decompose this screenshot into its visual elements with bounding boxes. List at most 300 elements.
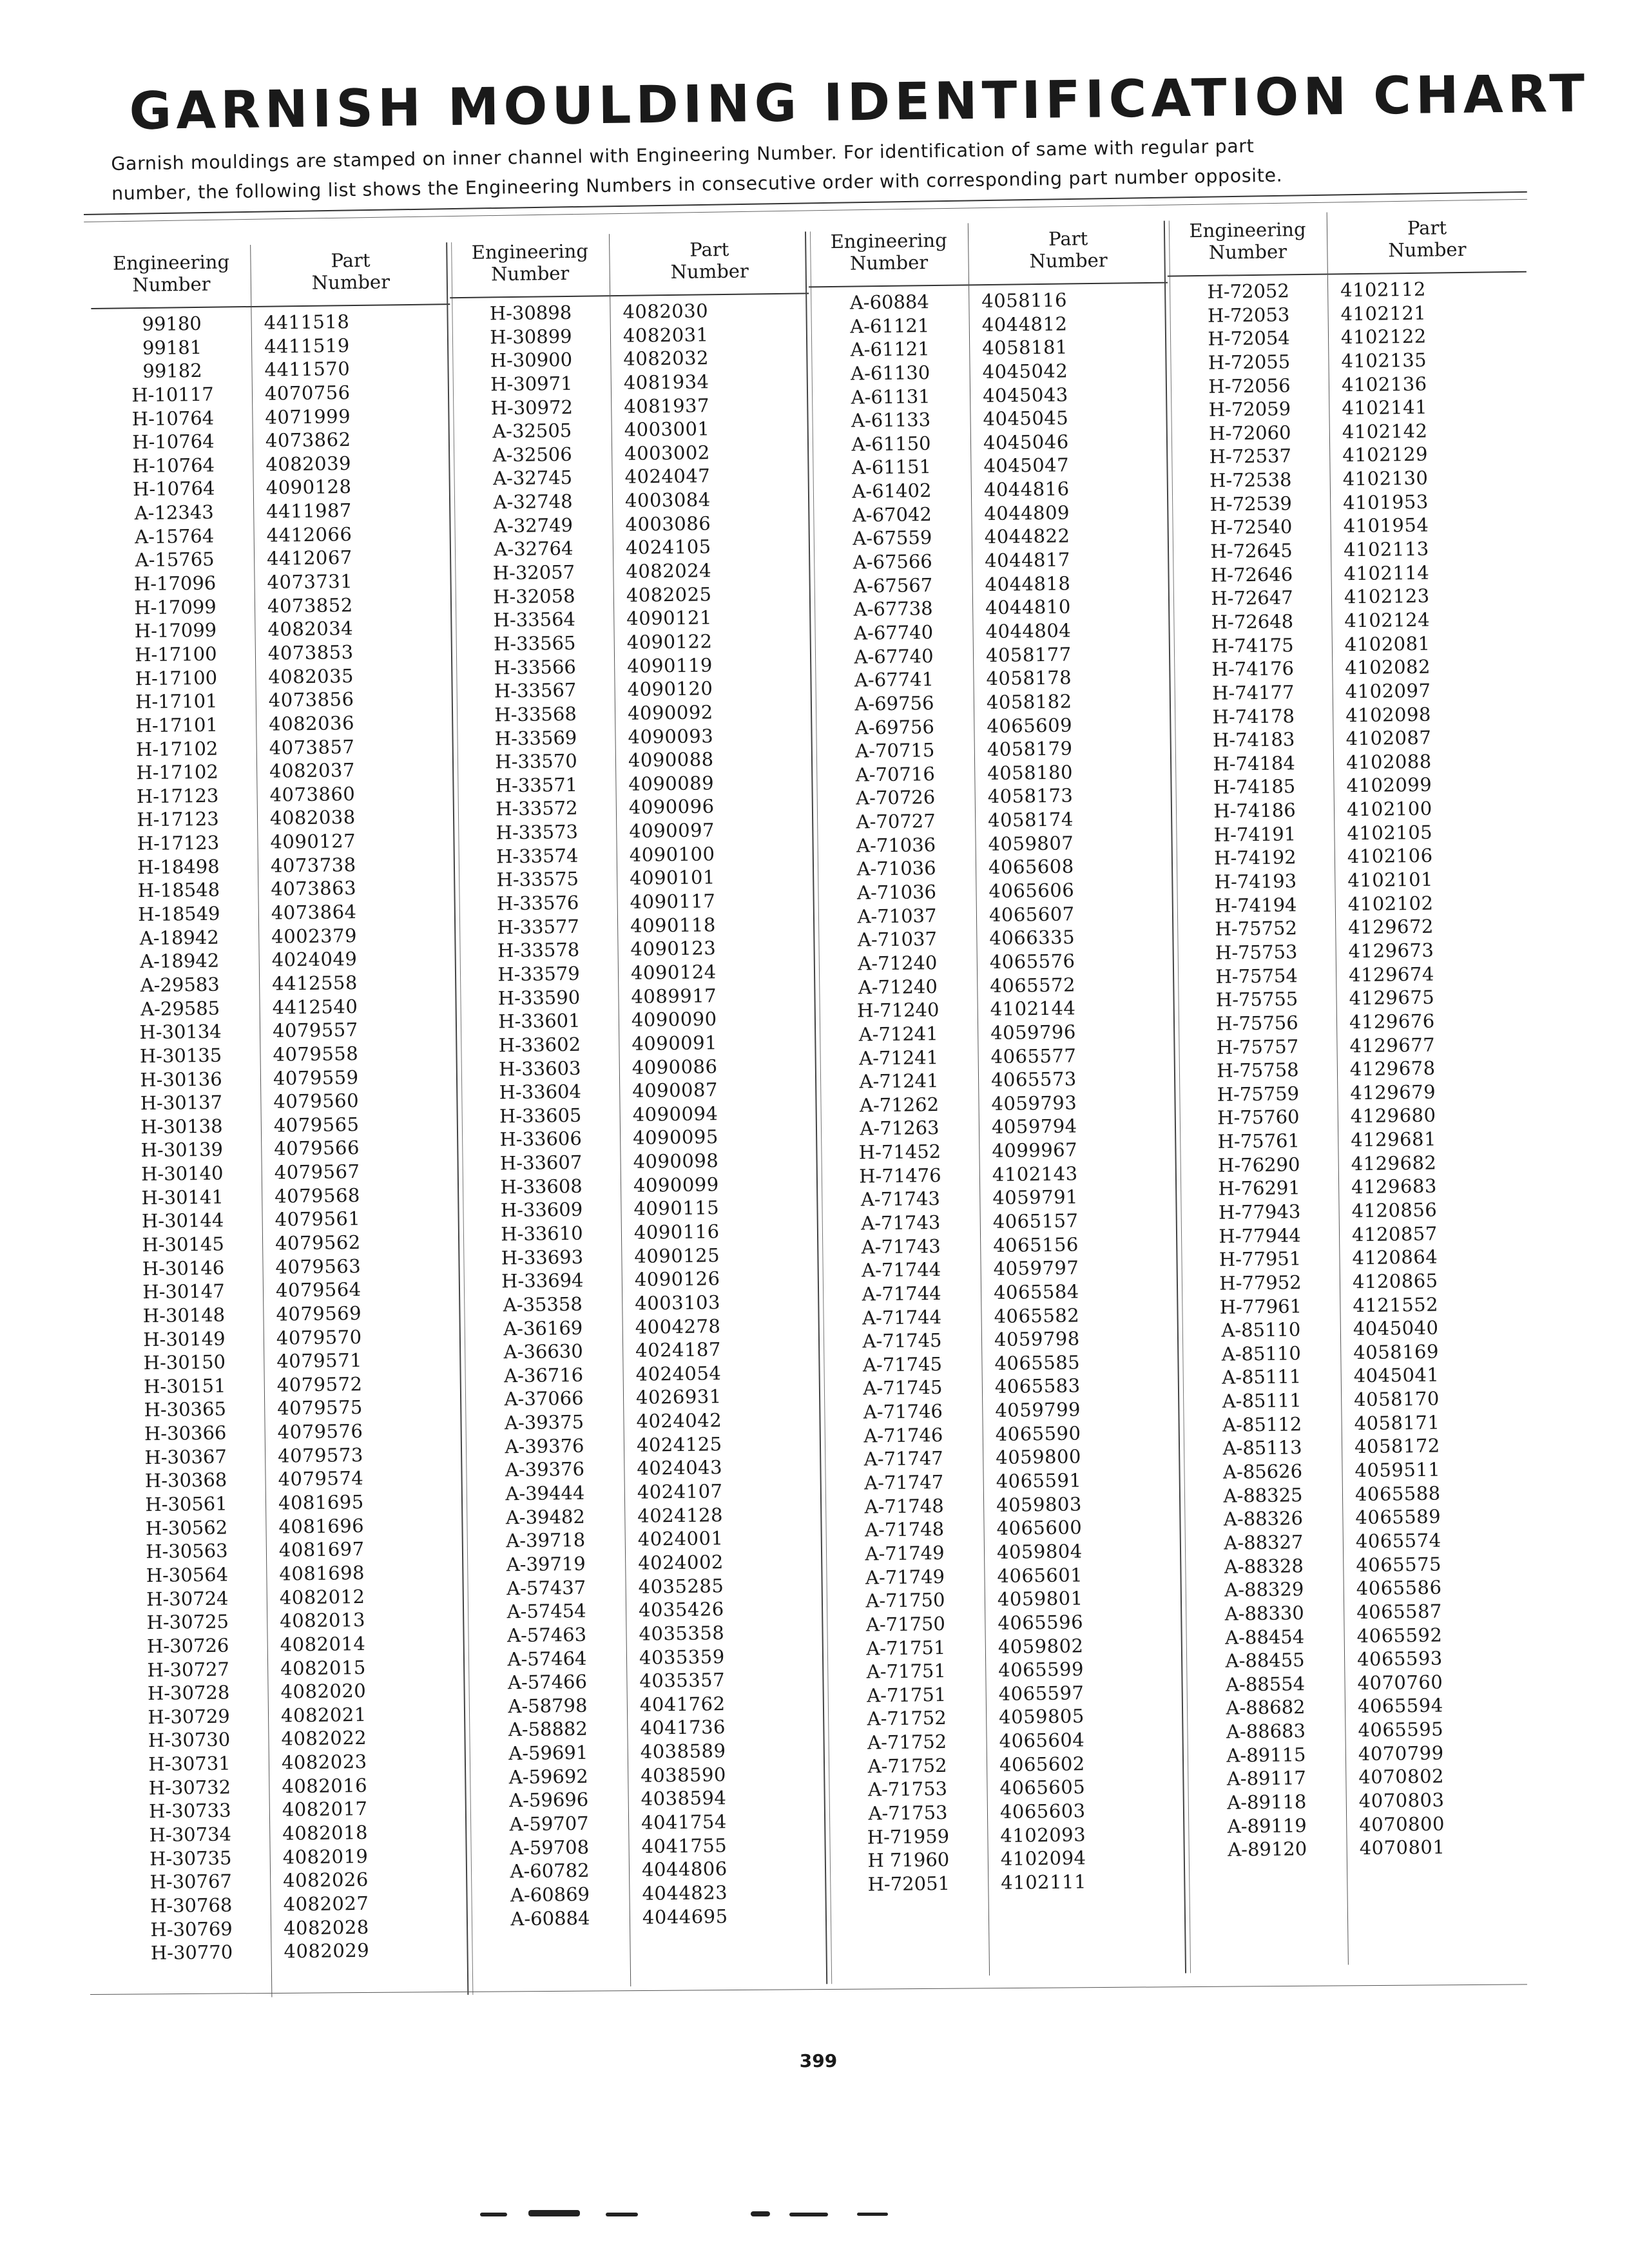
engineering-number: 99181 [142, 336, 202, 359]
engineering-number: A-15765 [135, 548, 215, 572]
engineering-number: H-30729 [148, 1705, 230, 1728]
scan-mark [606, 2213, 638, 2216]
part-number: 4090126 [634, 1267, 720, 1291]
part-number: 4412066 [266, 523, 352, 546]
engineering-number: A-61121 [850, 314, 930, 338]
engineering-number: A-67741 [854, 668, 934, 691]
part-number: 4082037 [269, 759, 356, 782]
engineering-number: H-33694 [501, 1269, 584, 1293]
part-number: 4102142 [1342, 419, 1428, 443]
part-number: 4044812 [981, 312, 1068, 336]
part-number: 4102105 [1347, 821, 1433, 844]
table-row [828, 1869, 1187, 1896]
part-number: 4059794 [991, 1115, 1077, 1139]
engineering-number: A-39444 [505, 1481, 585, 1505]
engineering-number: H-33601 [498, 1010, 581, 1033]
engineering-number: H-33573 [496, 820, 579, 844]
engineering-number: A-71744 [862, 1305, 942, 1329]
engineering-number: H-74192 [1214, 846, 1296, 870]
part-number: 4024047 [624, 465, 711, 488]
engineering-number: A-70727 [856, 810, 936, 833]
part-number: 4003086 [625, 512, 711, 535]
part-number: 4082034 [267, 617, 354, 641]
part-number: 4082030 [622, 300, 709, 323]
engineering-number: H-30138 [140, 1115, 223, 1138]
part-number: 4024187 [635, 1338, 722, 1361]
part-number: 4120857 [1351, 1222, 1438, 1245]
engineering-number: A-57454 [506, 1599, 586, 1623]
part-number: 4070801 [1359, 1836, 1445, 1860]
part-number: 4120864 [1352, 1245, 1438, 1269]
part-number: 4065607 [988, 903, 1075, 926]
table-rows [91, 309, 470, 1965]
part-number: 4079571 [276, 1349, 363, 1372]
engineering-number: A-32748 [493, 490, 573, 514]
engineering-number: A-61130 [850, 361, 930, 385]
part-number: 4129675 [1349, 986, 1435, 1010]
part-number: 4059798 [994, 1327, 1080, 1351]
header-line: Number [1388, 238, 1467, 262]
part-number: 4079576 [277, 1420, 363, 1443]
part-number: 4070802 [1358, 1765, 1445, 1789]
engineering-number: A-71745 [862, 1329, 942, 1352]
engineering-number: H-33568 [494, 702, 577, 726]
engineering-number: A-71241 [858, 1046, 939, 1070]
engineering-number: A-71749 [865, 1541, 945, 1565]
part-number: 4090099 [633, 1173, 719, 1196]
part-number: 4102135 [1341, 349, 1427, 372]
engineering-number: H-30769 [150, 1917, 233, 1941]
engineering-number: H-75754 [1215, 964, 1298, 988]
engineering-number: H-30735 [149, 1847, 232, 1870]
engineering-number: A-71753 [868, 1801, 948, 1825]
engineering-number: A-67559 [853, 526, 932, 550]
part-number: 4024128 [637, 1503, 724, 1527]
part-number: 4090125 [634, 1244, 720, 1267]
part-number: 4079569 [276, 1302, 362, 1325]
engineering-number: H-33569 [494, 726, 577, 749]
engineering-number: H-74177 [1211, 681, 1295, 704]
engineering-number: H-72647 [1211, 586, 1293, 610]
part-number: 4024105 [625, 535, 711, 559]
engineering-number: A-71745 [862, 1352, 943, 1376]
engineering-number: A-89119 [1227, 1814, 1307, 1838]
engineering-number: H-30141 [141, 1186, 224, 1209]
engineering-number: A-71262 [859, 1093, 940, 1117]
engineering-number: A-60884 [510, 1907, 590, 1930]
header-line: Part [689, 238, 729, 261]
part-number: 4082039 [265, 452, 352, 476]
part-number: 4070800 [1359, 1812, 1445, 1836]
engineering-number: A-36169 [503, 1316, 583, 1340]
part-number: 4065605 [999, 1776, 1086, 1800]
engineering-number: H 71960 [867, 1849, 950, 1872]
engineering-number: H-10117 [131, 383, 214, 407]
part-number: 4065606 [988, 879, 1075, 903]
part-number: 4120856 [1351, 1198, 1438, 1222]
part-number: 4041736 [640, 1716, 726, 1740]
engineering-number: H-72537 [1209, 445, 1292, 468]
part-number: 4082015 [280, 1656, 367, 1680]
engineering-number: A-67567 [853, 573, 933, 597]
engineering-number: H-33576 [496, 891, 579, 915]
part-number: 4059796 [990, 1021, 1077, 1044]
part-number: 4090101 [630, 866, 716, 890]
part-number: 4102144 [990, 997, 1076, 1021]
part-number: 4024107 [637, 1480, 723, 1503]
part-number: 4129673 [1348, 939, 1434, 963]
part-number: 4065586 [1356, 1576, 1442, 1600]
engineering-number: H-72540 [1210, 515, 1293, 539]
engineering-number: A-37066 [504, 1387, 584, 1410]
column-group-4 [1167, 200, 1547, 1970]
part-number: 4059791 [992, 1186, 1079, 1209]
part-number: 4024042 [636, 1409, 722, 1432]
engineering-number: H-72055 [1208, 351, 1291, 374]
engineering-number: A-71037 [857, 904, 937, 928]
part-number: 4070756 [264, 381, 351, 405]
part-number: 4044806 [641, 1858, 728, 1881]
part-number: 4073862 [265, 428, 351, 452]
engineering-number: A-88554 [1225, 1672, 1306, 1696]
engineering-number: A-39482 [505, 1505, 586, 1528]
part-number: 4129683 [1351, 1175, 1438, 1198]
part-number: 4082031 [622, 323, 709, 347]
engineering-number: H-72646 [1210, 562, 1293, 586]
column-group-3 [808, 211, 1188, 1981]
part-number: 4102114 [1344, 561, 1430, 584]
engineering-number: A-71750 [865, 1612, 946, 1636]
part-number: 4065157 [992, 1209, 1079, 1233]
part-number: 4090095 [632, 1126, 718, 1149]
engineering-number: H-33606 [499, 1128, 583, 1151]
part-number: 4090115 [633, 1196, 720, 1220]
engineering-number: A-71752 [867, 1754, 947, 1778]
engineering-number: A-71743 [861, 1235, 941, 1258]
engineering-number: H-32057 [492, 561, 575, 584]
part-number: 4065156 [993, 1233, 1079, 1256]
engineering-number: A-71748 [864, 1518, 945, 1541]
part-number: 4045045 [983, 407, 1069, 430]
part-number: 4024002 [637, 1551, 724, 1574]
header-line: Engineering [471, 240, 589, 264]
engineering-number: A-71263 [860, 1117, 940, 1140]
part-number: 4065587 [1356, 1600, 1443, 1624]
engineering-number: H-18498 [137, 855, 220, 878]
part-number: 4065573 [990, 1068, 1077, 1091]
engineering-number: H-17123 [137, 831, 220, 855]
column-header [90, 233, 450, 309]
engineering-number: A-85110 [1221, 1318, 1301, 1341]
engineering-number: A-88328 [1224, 1554, 1304, 1578]
engineering-number: H-72538 [1209, 468, 1292, 492]
part-number: 4090119 [626, 653, 713, 677]
engineering-number: H-30150 [143, 1350, 226, 1374]
part-number: 4066335 [989, 926, 1075, 950]
part-number: 4090098 [633, 1149, 719, 1173]
part-number: 4070799 [1358, 1742, 1444, 1765]
part-number: 4102100 [1346, 797, 1432, 821]
engineering-number: A-18942 [139, 926, 219, 949]
part-number: 4102113 [1343, 537, 1429, 561]
part-number: 4065609 [987, 713, 1073, 737]
engineering-number: H-30365 [144, 1398, 227, 1421]
engineering-number: H-33607 [499, 1151, 583, 1175]
part-number: 4058116 [981, 289, 1068, 312]
scan-mark [857, 2213, 888, 2216]
part-number: 4079562 [275, 1231, 361, 1254]
engineering-number: A-71743 [860, 1187, 941, 1211]
part-number: 4045040 [1353, 1316, 1439, 1340]
engineering-number: A-57464 [507, 1647, 587, 1670]
engineering-number: A-71240 [858, 975, 938, 999]
engineering-number: H-33610 [501, 1222, 583, 1245]
engineering-number: A-71241 [858, 1022, 938, 1046]
part-number: 4090089 [628, 772, 715, 795]
engineering-number: H-17101 [135, 713, 218, 737]
part-number: 4082026 [282, 1869, 369, 1892]
part-number: 4065603 [999, 1800, 1086, 1823]
engineering-number: H-75757 [1216, 1035, 1299, 1059]
scan-mark [528, 2210, 580, 2216]
engineering-number-header [808, 218, 970, 285]
part-number: 4082012 [279, 1585, 365, 1609]
engineering-number: A-39376 [505, 1458, 585, 1481]
part-number: 4065577 [990, 1044, 1077, 1068]
part-number: 4058169 [1353, 1340, 1440, 1364]
part-number: 4073860 [269, 782, 356, 806]
page-title: GARNISH MOULDING IDENTIFICATION CHART [129, 63, 1590, 141]
part-number: 4102081 [1344, 632, 1431, 655]
part-number: 4102097 [1345, 679, 1431, 703]
part-number: 4082014 [280, 1632, 366, 1656]
engineering-number: A-71744 [862, 1282, 941, 1305]
part-number-header [251, 238, 450, 305]
part-number: 4102099 [1346, 774, 1432, 797]
part-number: 4059800 [996, 1445, 1082, 1469]
part-number: 4035426 [638, 1598, 724, 1621]
engineering-number: H-30898 [489, 301, 572, 325]
part-number: 4059805 [998, 1705, 1085, 1729]
part-number: 4089917 [631, 984, 717, 1008]
part-number: 4059807 [988, 832, 1074, 855]
engineering-number: A-32749 [493, 514, 574, 537]
part-number: 4038594 [641, 1787, 727, 1811]
part-number: 4065575 [1356, 1553, 1442, 1576]
part-number: 4045047 [983, 454, 1070, 477]
engineering-number: H-77952 [1219, 1271, 1302, 1294]
part-number: 4073863 [271, 877, 357, 901]
part-number: 4044818 [985, 572, 1071, 595]
part-number: 4058171 [1354, 1411, 1440, 1434]
part-number: 4102094 [1000, 1847, 1086, 1870]
part-number: 4082028 [283, 1916, 369, 1939]
part-number: 4081698 [279, 1561, 365, 1585]
part-number: 4082023 [281, 1751, 367, 1774]
part-number: 4082029 [284, 1939, 370, 1963]
engineering-number: H-74175 [1211, 633, 1294, 657]
part-number: 4079575 [277, 1396, 363, 1420]
part-number: 4059804 [996, 1540, 1083, 1563]
part-number: 4090090 [631, 1008, 717, 1032]
part-number: 4073856 [268, 688, 354, 711]
engineering-number: A-61133 [851, 408, 931, 432]
engineering-number: A-85111 [1222, 1365, 1302, 1389]
part-number: 4082036 [269, 711, 355, 735]
header-line: Engineering [830, 229, 947, 253]
part-number: 4065593 [1356, 1647, 1443, 1671]
engineering-number: A-61402 [852, 479, 932, 503]
part-number: 4045043 [982, 383, 1068, 407]
engineering-number: H-33603 [498, 1057, 581, 1080]
engineering-number: A-35358 [503, 1293, 583, 1316]
engineering-number: H-74184 [1213, 752, 1295, 775]
engineering-number: A-12343 [134, 501, 214, 524]
engineering-number: H-17100 [135, 642, 217, 666]
engineering-number: H-30564 [146, 1563, 229, 1587]
page-number: 399 [799, 2050, 838, 2071]
engineering-number: H-30768 [149, 1894, 233, 1917]
part-number: 4044695 [642, 1905, 728, 1928]
part-number: 4082016 [282, 1774, 368, 1798]
column-group-1 [90, 233, 470, 2003]
engineering-number: H-10764 [132, 477, 215, 501]
part-number: 4065583 [994, 1374, 1081, 1398]
engineering-number: H-17096 [133, 572, 217, 595]
part-number: 4065574 [1355, 1529, 1441, 1553]
part-number: 4129681 [1351, 1128, 1437, 1151]
part-number: 4090097 [629, 819, 715, 842]
engineering-number: A-57466 [507, 1670, 588, 1694]
engineering-number: H-10764 [132, 430, 215, 454]
header-line: Part [1048, 227, 1088, 250]
engineering-number: H-74178 [1212, 704, 1295, 728]
part-number: 4090127 [270, 830, 356, 853]
part-number: 4102106 [1347, 844, 1433, 868]
engineering-number: H-17099 [134, 619, 217, 642]
engineering-number: H-30731 [148, 1752, 231, 1776]
engineering-number: H-72060 [1208, 421, 1291, 445]
engineering-number: H-33609 [500, 1198, 583, 1222]
engineering-number: H-30140 [140, 1162, 224, 1186]
engineering-number: A-29583 [140, 973, 220, 997]
scan-mark [480, 2213, 507, 2216]
engineering-number: H-30151 [143, 1374, 226, 1398]
part-number: 4065608 [988, 855, 1074, 879]
part-number: 4058174 [987, 808, 1074, 832]
engineering-number: A-71752 [867, 1707, 947, 1730]
header-line: Number [849, 251, 929, 274]
engineering-number: H-33608 [500, 1175, 583, 1198]
engineering-number: A-71750 [865, 1589, 945, 1612]
engineering-number: A-59691 [508, 1741, 588, 1765]
part-number: 4058170 [1353, 1387, 1440, 1411]
engineering-number: A-88327 [1224, 1531, 1304, 1554]
part-number: 4073853 [267, 641, 354, 664]
engineering-number: H-75761 [1217, 1129, 1300, 1153]
engineering-number: H-72051 [867, 1872, 950, 1896]
engineering-number: A-71036 [856, 833, 936, 857]
engineering-number: H-75752 [1215, 917, 1298, 941]
engineering-number: A-39718 [506, 1529, 586, 1552]
engineering-number: H-33574 [496, 844, 579, 868]
engineering-number: H-74191 [1213, 822, 1296, 846]
engineering-number: H-30726 [146, 1634, 229, 1657]
part-number: 4411987 [266, 499, 352, 523]
engineering-number: H-30971 [490, 372, 573, 396]
engineering-number: A-88330 [1224, 1602, 1304, 1625]
engineering-number: A-36630 [503, 1340, 583, 1363]
part-number: 4079570 [276, 1325, 362, 1349]
part-number: 4044816 [983, 477, 1070, 501]
part-number: 4079574 [278, 1467, 364, 1490]
part-number: 4102101 [1347, 868, 1434, 892]
engineering-number: 99180 [142, 312, 202, 336]
engineering-number: H-30137 [140, 1091, 223, 1115]
engineering-number: A-85111 [1222, 1389, 1302, 1412]
part-number: 4102093 [1000, 1823, 1086, 1847]
engineering-number: A-69756 [854, 715, 935, 739]
engineering-number: H-72053 [1207, 303, 1290, 327]
engineering-number: H-72059 [1208, 398, 1291, 421]
engineering-number: H-33693 [501, 1245, 584, 1269]
engineering-number: A-85113 [1222, 1436, 1302, 1460]
engineering-number: H-71240 [856, 999, 940, 1022]
engineering-number: H-17102 [135, 737, 218, 760]
part-number: 4082021 [280, 1703, 367, 1727]
engineering-number: A-85110 [1221, 1342, 1302, 1365]
part-number: 4090118 [630, 913, 716, 937]
engineering-number: A-59692 [508, 1765, 588, 1788]
part-number: 4058172 [1354, 1434, 1440, 1458]
part-number: 4090086 [631, 1055, 718, 1079]
part-number: 4065595 [1358, 1718, 1444, 1742]
engineering-number: H-30732 [148, 1776, 231, 1799]
part-number: 4082013 [280, 1609, 366, 1632]
engineering-number: H-33570 [495, 750, 577, 773]
column-header [1167, 200, 1527, 277]
part-number: 4065588 [1354, 1482, 1441, 1505]
part-number: 4059797 [993, 1256, 1079, 1280]
table-row [470, 1903, 829, 1931]
engineering-number: H-30727 [147, 1658, 230, 1681]
part-number: 4102112 [1340, 278, 1427, 302]
header-line: Number [670, 260, 749, 283]
part-number: 4065594 [1357, 1694, 1443, 1718]
engineering-number: A-71241 [859, 1070, 939, 1093]
engineering-number: H-30139 [140, 1139, 224, 1162]
engineering-number: A-39376 [505, 1434, 584, 1458]
engineering-number: H-75759 [1217, 1082, 1300, 1106]
engineering-number: A-60869 [510, 1883, 590, 1907]
engineering-number: 99182 [142, 360, 202, 383]
part-number: 4101953 [1342, 490, 1429, 514]
part-number: 4129682 [1351, 1151, 1437, 1175]
engineering-number: H-33577 [497, 915, 580, 939]
engineering-number: A-88454 [1224, 1625, 1305, 1649]
part-number: 4129674 [1348, 963, 1434, 986]
part-number: 4079565 [273, 1113, 360, 1137]
engineering-number: H-76291 [1218, 1177, 1301, 1200]
part-number: 4081934 [623, 370, 709, 394]
engineering-number: H-30730 [148, 1728, 231, 1752]
part-number: 4129678 [1349, 1057, 1436, 1081]
engineering-number: H-10764 [132, 454, 215, 477]
intro-line-2: number, the following list shows the Engineering Numbers in consecutive order with corresponding part number opposite. [111, 164, 1283, 204]
engineering-number: A-71747 [864, 1470, 944, 1494]
part-number: 4090128 [265, 476, 352, 499]
engineering-number: H-77951 [1219, 1247, 1302, 1271]
